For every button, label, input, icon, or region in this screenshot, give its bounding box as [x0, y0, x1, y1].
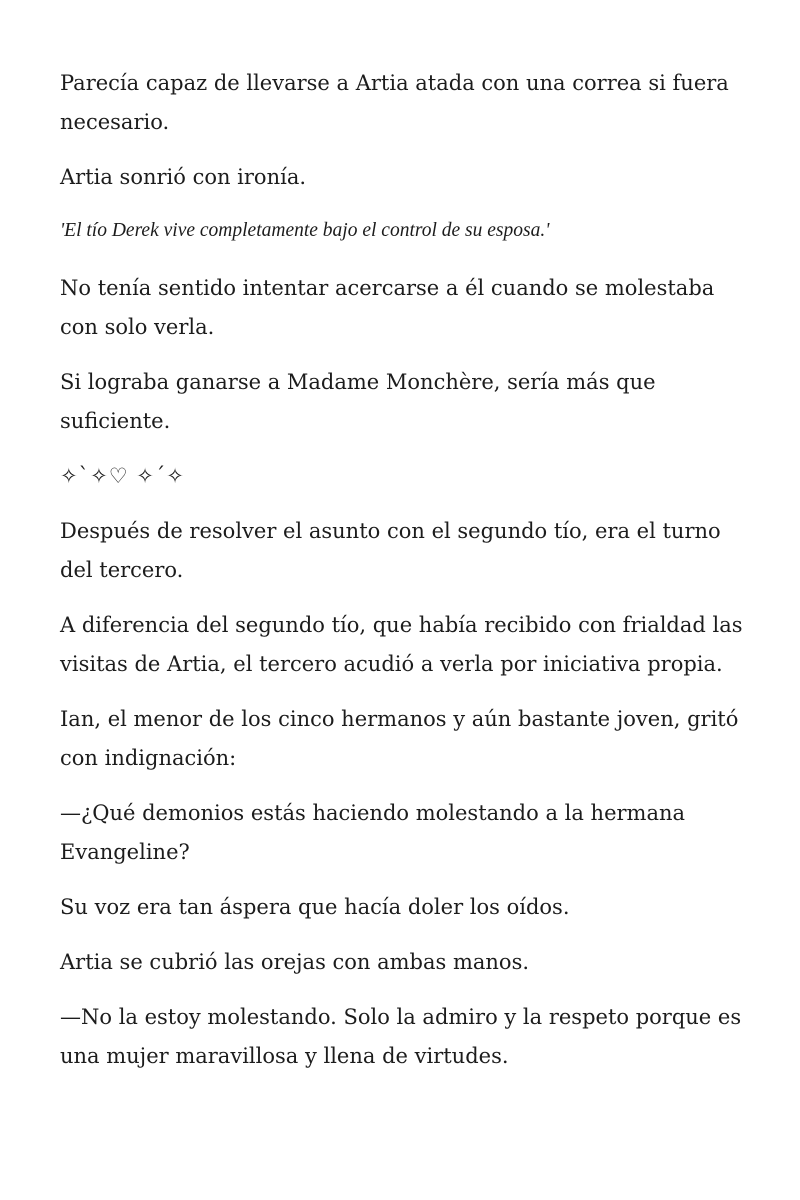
- paragraph-5: Si lograba ganarse a Madame Monchère, sería más que suficiente.: [60, 370, 656, 433]
- paragraph-2: Artia sonrió con ironía.: [60, 165, 307, 189]
- scene-divider: ✧`✧♡ ✧´✧: [60, 464, 185, 488]
- paragraph-9: Ian, el menor de los cinco hermanos y aún bastante joven, gritó con indignación:: [60, 707, 739, 770]
- paragraph-1: Parecía capaz de llevarse a Artia atada con una correa si fuera necesario.: [60, 71, 729, 134]
- reader-page: [60, 64, 750, 1092]
- paragraph-4: No tenía sentido intentar acercarse a él cuando se molestaba con solo verla.: [60, 276, 715, 339]
- paragraph-13: —No la estoy molestando. Solo la admiro y la respeto porque es una mujer maravillosa y llena de virtudes.: [60, 1005, 742, 1068]
- paragraph-11: Su voz era tan áspera que hacía doler los oídos.: [60, 895, 570, 919]
- inner-thought-italic: 'El tío Derek vive completamente bajo el control de su esposa.': [60, 220, 550, 241]
- paragraph-8: A diferencia del segundo tío, que había recibido con frialdad las visitas de Artia, el tercero acudió a verla por iniciativa propia.: [60, 613, 743, 676]
- paragraph-7: Después de resolver el asunto con el segundo tío, era el turno del tercero.: [60, 519, 721, 582]
- paragraph-12: Artia se cubrió las orejas con ambas manos.: [60, 950, 530, 974]
- paragraph-10: —¿Qué demonios estás haciendo molestando a la hermana Evangeline?: [60, 801, 686, 864]
